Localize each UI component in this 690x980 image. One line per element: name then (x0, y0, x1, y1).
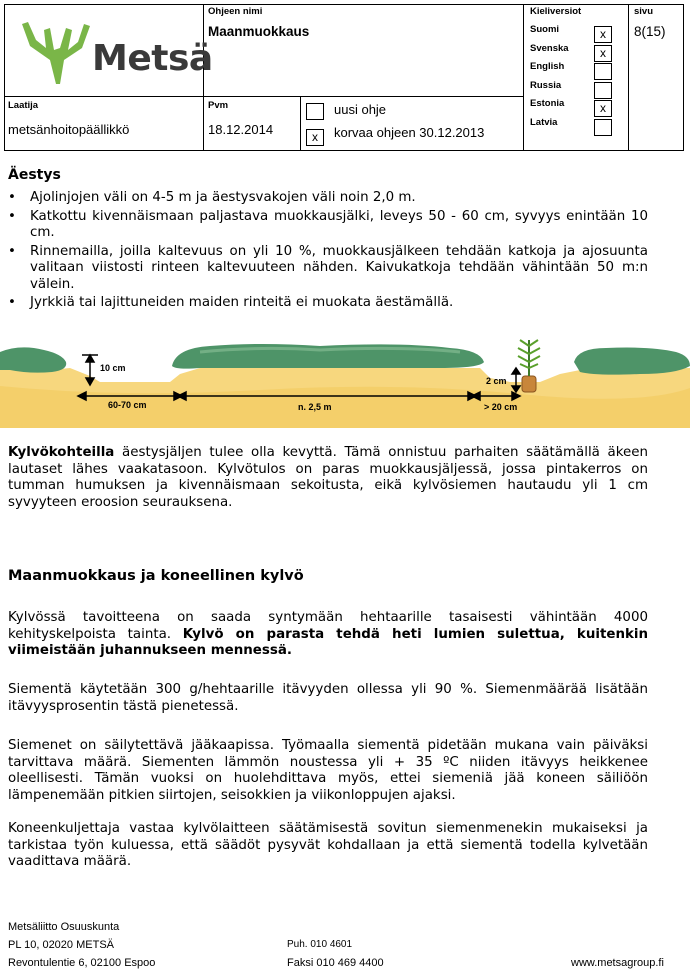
metsa-logo (16, 20, 213, 86)
replaces-checkbox[interactable]: x (306, 129, 324, 146)
author-label: Laatija (8, 100, 39, 111)
document-header (4, 4, 684, 151)
guide-name-label: Ohjeen nimi (208, 6, 263, 17)
soil-cross-section-illustration (0, 338, 690, 428)
language-checkbox-suomi[interactable]: x (594, 26, 612, 43)
website-link[interactable]: www.metsagroup.fi (571, 957, 664, 969)
language-checkbox-english[interactable] (594, 63, 612, 80)
footer-address (8, 918, 155, 972)
paragraph-3: Siemenet on säilytettävä jääkaapissa. Työmaalla siementä pidetään mukana vain päiväksi tarvittava määrä. Siementen lämmön noustessa yli + 35 ºC niiden itävyys heikkenee oleellisesti. Tämän vuoksi on huolehdittava myös, ettei siemeniä jää koneen säiliöön lämpenemään pitkien siirtojen, seisokkien ja viikonloppujen ajaksi. (8, 738, 648, 803)
street-address: Revontulentie 6, 02100 Espoo (8, 957, 156, 969)
date: 18.12.2014 (208, 122, 274, 137)
author: metsänhoitopäällikkö (8, 122, 130, 137)
section-title-aestys: Äestys (8, 167, 61, 183)
language-svenska: Svenska (530, 42, 569, 54)
list-item: • Ajolinjojen väli on 4-5 m ja äestysvakojen väli noin 2,0 m. (8, 190, 648, 207)
list-item: • Katkottu kivennäismaan paljastava muokkausjälki, leveys 50 - 60 cm, syvyys enintään 10 cm. (8, 209, 648, 242)
language-suomi: Suomi (530, 24, 560, 35)
page-number: 8(15) (634, 24, 666, 39)
language-russia: Russia (530, 79, 562, 91)
paragraph-4: Koneenkuljettaja vastaa kylvölaitteen säätämisestä sovitun siemenmenekin mukaiseksi ja tarkistaa työn kuluessa, että säädöt pysyvät kohdallaan ja että siementä todella kylvetään vaadittava määrä. (8, 821, 648, 869)
phone: Puh. 010 4601 (287, 939, 353, 950)
moss-middle (172, 344, 484, 369)
depth-label: 10 cm (100, 363, 126, 373)
bold-emphasis: Kylvö on parasta tehdä heti lumien sulettua, kuitenkin viimeistään juhannukseen mennessä. (8, 626, 649, 658)
soil-preparation-diagram (0, 338, 690, 428)
logo-text: Metsä (92, 38, 213, 79)
bold-lead: Kylvökohteilla (8, 445, 115, 460)
replaces-label: korvaa ohjeen 30.12.2013 (334, 125, 485, 140)
fax: Faksi 010 469 4400 (287, 957, 384, 969)
language-checkbox-estonia[interactable]: x (594, 100, 612, 117)
seed-distance-label: > 20 cm (484, 402, 518, 412)
date-label: Pvm (208, 100, 229, 111)
language-checkbox-svenska[interactable]: x (594, 45, 612, 62)
paragraph-text: Kylvössä tavoitteena on saada syntymään hehtaarille tasaisesti vähintään 4000 kehityskelpoista tainta. (8, 610, 648, 642)
width-label: 60-70 cm (108, 400, 147, 410)
guide-name: Maanmuokkaus (208, 24, 310, 39)
aestys-bullet-list (8, 190, 648, 314)
moss-left (0, 347, 66, 372)
list-item: • Rinnemailla, joilla kaltevuus on yli 10 %, muokkausjälkeen tehdään katkoja ja ajosuunta valitaan viistosti rinteen kaltevuuteen nähden. Kaivukatkoja tehdään vähintään 50 m:n välein. (8, 244, 648, 294)
spacing-label: n. 2,5 m (298, 402, 332, 412)
page-label: sivu (634, 6, 654, 17)
paragraph-1 (8, 610, 648, 660)
new-guide-checkbox[interactable] (306, 103, 324, 120)
company-name: Metsäliitto Osuuskunta (8, 921, 120, 933)
section-title-maanmuokkaus: Maanmuokkaus ja koneellinen kylvö (8, 568, 304, 584)
po-box: PL 10, 02020 METSÄ (8, 939, 114, 951)
language-english: English (530, 61, 565, 72)
footer-contact (287, 936, 384, 972)
moss-right (574, 348, 690, 375)
paragraph-2: Siementä käytetään 300 g/hehtaarille itävyyden ollessa yli 90 %. Siemenmäärää lisätään itävyysprosentin tästä pienetessä. (8, 682, 648, 714)
new-guide-label: uusi ohje (334, 102, 387, 117)
language-checkbox-russia[interactable] (594, 82, 612, 99)
language-versions-label: Kieliversiot (530, 6, 582, 17)
language-checkbox-latvia[interactable] (594, 119, 612, 136)
paragraph-text: äestysjäljen tulee olla kevyttä. Tämä onnistuu parhaiten säätämällä äkeen lautaset lähes vaakatasoon. Kylvötulos on paras muokkausjäljessä, jossa pintakerros on tumman humuksen ja kivennäismaan sekoitusta, eikä kylvösiemen hautaudu yli 1 cm syvyyteen eroosion seurauksena. (8, 445, 648, 510)
language-estonia: Estonia (530, 98, 565, 109)
seed-depth-label: 2 cm (486, 376, 507, 386)
kylvokohteilla-paragraph (8, 445, 648, 511)
language-latvia: Latvia (530, 116, 558, 128)
list-item: • Jyrkkiä tai lajittuneiden maiden rinteitä ei muokata äestämällä. (8, 295, 648, 312)
